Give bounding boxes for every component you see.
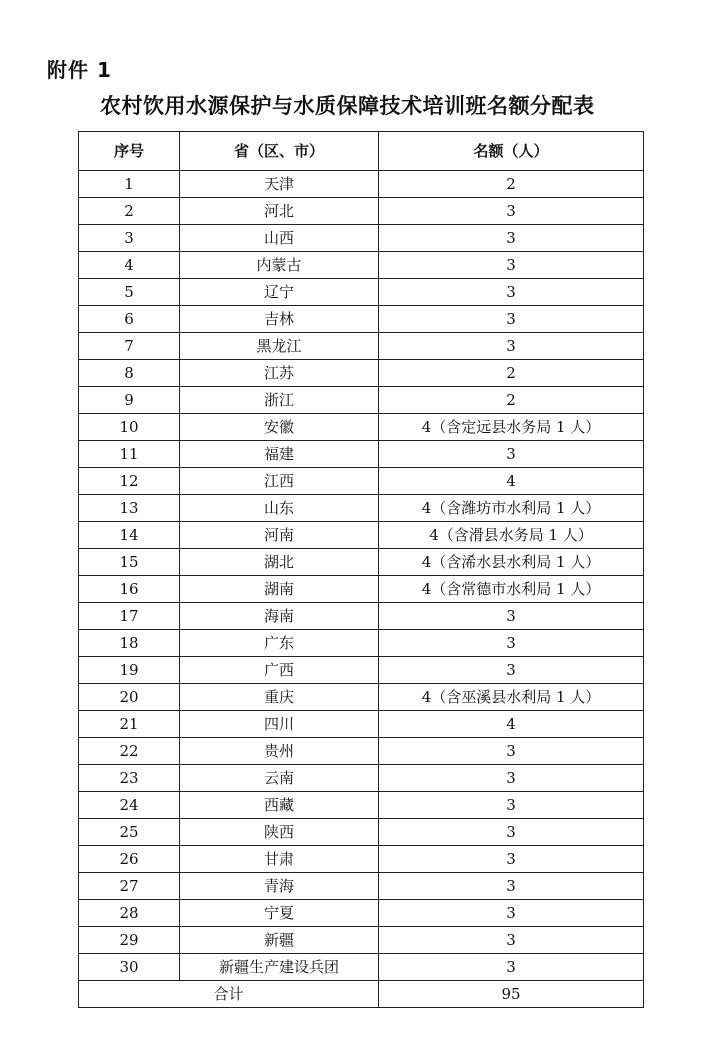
- table-row: [79, 630, 644, 657]
- province-cell: 重庆: [180, 684, 379, 711]
- table-row: [79, 900, 644, 927]
- total-label: 合计: [79, 981, 379, 1008]
- table-row: [79, 576, 644, 603]
- seq-cell: 2: [79, 198, 180, 225]
- attachment-label: 附件 1: [47, 58, 112, 82]
- seq-cell: 18: [79, 630, 180, 657]
- province-cell: 陕西: [180, 819, 379, 846]
- seq-cell: 6: [79, 306, 180, 333]
- quota-cell: 3: [379, 279, 644, 306]
- quota-cell: 4（含巫溪县水利局 1 人）: [379, 684, 644, 711]
- seq-cell: 19: [79, 657, 180, 684]
- table-row: [79, 927, 644, 954]
- seq-cell: 25: [79, 819, 180, 846]
- province-cell: 广西: [180, 657, 379, 684]
- quota-cell: 4: [379, 468, 644, 495]
- table-row: [79, 279, 644, 306]
- seq-cell: 20: [79, 684, 180, 711]
- table-row: [79, 954, 644, 981]
- province-cell: 四川: [180, 711, 379, 738]
- province-cell: 甘肃: [180, 846, 379, 873]
- table-row: [79, 171, 644, 198]
- table-row: [79, 333, 644, 360]
- quota-cell: 4: [379, 711, 644, 738]
- quota-cell: 4（含常德市水利局 1 人）: [379, 576, 644, 603]
- table-row: [79, 252, 644, 279]
- table-row: [79, 765, 644, 792]
- total-value: 95: [379, 981, 644, 1008]
- quota-cell: 3: [379, 738, 644, 765]
- header-quota: 名额（人）: [379, 132, 644, 171]
- seq-cell: 26: [79, 846, 180, 873]
- table-header-row: [79, 132, 644, 171]
- seq-cell: 12: [79, 468, 180, 495]
- table-row: [79, 387, 644, 414]
- seq-cell: 23: [79, 765, 180, 792]
- province-cell: 辽宁: [180, 279, 379, 306]
- seq-cell: 13: [79, 495, 180, 522]
- province-cell: 江西: [180, 468, 379, 495]
- header-province: 省（区、市）: [180, 132, 379, 171]
- quota-cell: 3: [379, 252, 644, 279]
- province-cell: 福建: [180, 441, 379, 468]
- seq-cell: 3: [79, 225, 180, 252]
- province-cell: 湖南: [180, 576, 379, 603]
- table-row: [79, 360, 644, 387]
- table-row: [79, 549, 644, 576]
- seq-cell: 24: [79, 792, 180, 819]
- quota-cell: 3: [379, 954, 644, 981]
- quota-cell: 4（含定远县水务局 1 人）: [379, 414, 644, 441]
- province-cell: 青海: [180, 873, 379, 900]
- quota-cell: 3: [379, 333, 644, 360]
- seq-cell: 7: [79, 333, 180, 360]
- quota-cell: 3: [379, 765, 644, 792]
- quota-cell: 3: [379, 657, 644, 684]
- table-row: [79, 468, 644, 495]
- quota-cell: 4（含浠水县水利局 1 人）: [379, 549, 644, 576]
- table-row: [79, 684, 644, 711]
- seq-cell: 11: [79, 441, 180, 468]
- seq-cell: 17: [79, 603, 180, 630]
- province-cell: 江苏: [180, 360, 379, 387]
- quota-cell: 2: [379, 387, 644, 414]
- quota-cell: 3: [379, 927, 644, 954]
- seq-cell: 29: [79, 927, 180, 954]
- table-row: [79, 495, 644, 522]
- document-title: 农村饮用水源保护与水质保障技术培训班名额分配表: [100, 94, 595, 118]
- province-cell: 浙江: [180, 387, 379, 414]
- quota-cell: 3: [379, 603, 644, 630]
- quota-cell: 3: [379, 819, 644, 846]
- province-cell: 内蒙古: [180, 252, 379, 279]
- province-cell: 新疆生产建设兵团: [180, 954, 379, 981]
- province-cell: 黑龙江: [180, 333, 379, 360]
- table-row: [79, 441, 644, 468]
- seq-cell: 9: [79, 387, 180, 414]
- quota-cell: 3: [379, 792, 644, 819]
- table-row: [79, 846, 644, 873]
- province-cell: 河南: [180, 522, 379, 549]
- table-row: [79, 738, 644, 765]
- quota-cell: 4（含潍坊市水利局 1 人）: [379, 495, 644, 522]
- quota-cell: 3: [379, 441, 644, 468]
- table-row: [79, 711, 644, 738]
- table-row: [79, 414, 644, 441]
- province-cell: 吉林: [180, 306, 379, 333]
- seq-cell: 16: [79, 576, 180, 603]
- table-row: [79, 603, 644, 630]
- header-seq: 序号: [79, 132, 180, 171]
- table-row: [79, 819, 644, 846]
- seq-cell: 8: [79, 360, 180, 387]
- table-row: [79, 225, 644, 252]
- province-cell: 海南: [180, 603, 379, 630]
- quota-cell: 3: [379, 846, 644, 873]
- province-cell: 湖北: [180, 549, 379, 576]
- quota-cell: 2: [379, 171, 644, 198]
- province-cell: 山东: [180, 495, 379, 522]
- quota-cell: 3: [379, 630, 644, 657]
- seq-cell: 28: [79, 900, 180, 927]
- seq-cell: 5: [79, 279, 180, 306]
- province-cell: 西藏: [180, 792, 379, 819]
- seq-cell: 10: [79, 414, 180, 441]
- quota-cell: 4（含滑县水务局 1 人）: [379, 522, 644, 549]
- province-cell: 云南: [180, 765, 379, 792]
- table-row: [79, 522, 644, 549]
- seq-cell: 1: [79, 171, 180, 198]
- quota-cell: 3: [379, 900, 644, 927]
- seq-cell: 30: [79, 954, 180, 981]
- quota-cell: 3: [379, 198, 644, 225]
- table-row: [79, 306, 644, 333]
- seq-cell: 21: [79, 711, 180, 738]
- allocation-table: [78, 131, 644, 1008]
- seq-cell: 14: [79, 522, 180, 549]
- province-cell: 贵州: [180, 738, 379, 765]
- table-row: [79, 792, 644, 819]
- seq-cell: 4: [79, 252, 180, 279]
- province-cell: 山西: [180, 225, 379, 252]
- seq-cell: 22: [79, 738, 180, 765]
- seq-cell: 27: [79, 873, 180, 900]
- seq-cell: 15: [79, 549, 180, 576]
- quota-cell: 3: [379, 225, 644, 252]
- province-cell: 宁夏: [180, 900, 379, 927]
- table-row: [79, 657, 644, 684]
- table-row: [79, 198, 644, 225]
- table-row: [79, 873, 644, 900]
- quota-cell: 2: [379, 360, 644, 387]
- province-cell: 新疆: [180, 927, 379, 954]
- province-cell: 广东: [180, 630, 379, 657]
- quota-cell: 3: [379, 873, 644, 900]
- total-row: [79, 981, 644, 1008]
- province-cell: 天津: [180, 171, 379, 198]
- quota-cell: 3: [379, 306, 644, 333]
- province-cell: 安徽: [180, 414, 379, 441]
- province-cell: 河北: [180, 198, 379, 225]
